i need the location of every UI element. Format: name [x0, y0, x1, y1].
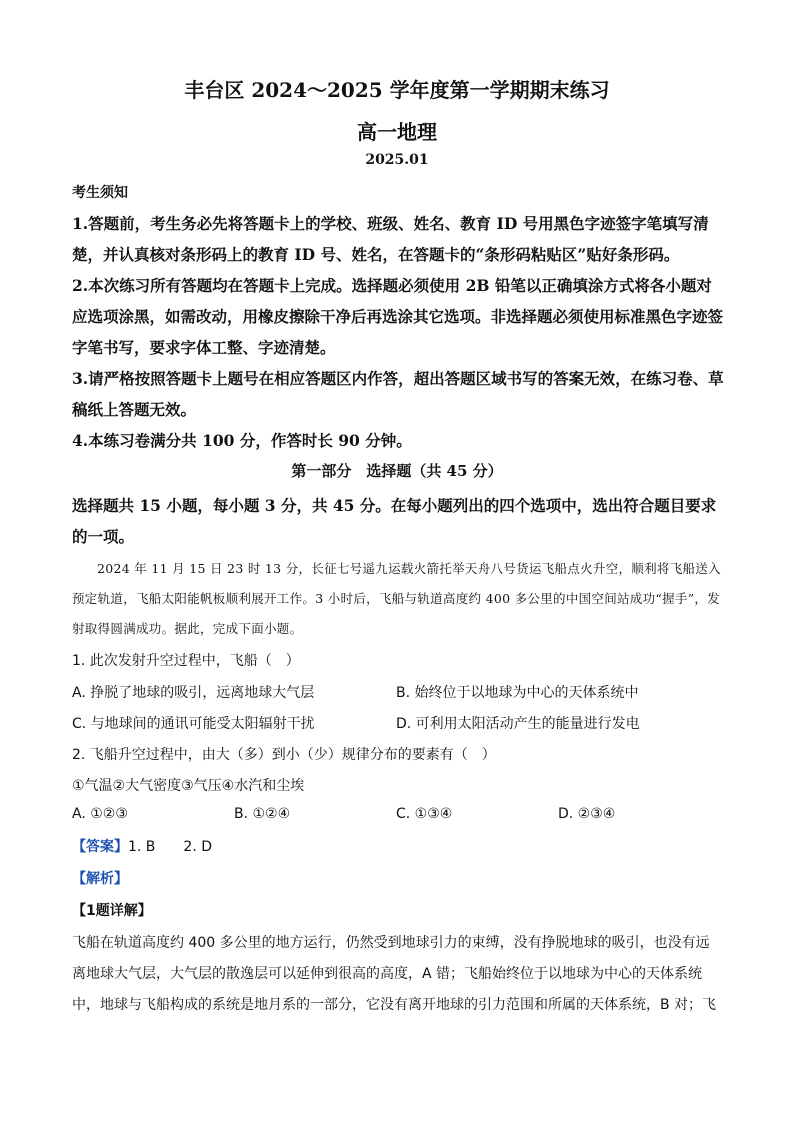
question-2-option-d: D. ②③④ [558, 806, 616, 822]
question-1-option-b: B. 始终位于以地球为中心的天体系统中 [396, 685, 639, 701]
exam-title: 丰台区 2024～2025 学年度第一学期期末练习 [184, 78, 610, 102]
reading-passage [72, 554, 726, 644]
question-2-option-b: B. ①②④ [234, 806, 291, 822]
passage-text: 2024 年 11 月 15 日 23 时 13 分，长征七号遥九运载火箭托举天舟八号货运飞船点火升空，顺利将飞船送入预定轨道，飞船太阳能帆板顺利展开工作。3 小时后，飞船与轨道高度约 400 多公里的中国空间站成功“握手”，发射取得圆满成功。据此，完成下面小题。 [72, 561, 721, 636]
notice-item: 4.本练习卷满分共 100 分，作答时长 90 分钟。 [72, 431, 412, 450]
answer-text: 1. B 2. D [128, 839, 212, 855]
answer-line [72, 836, 212, 856]
question-2-option-c: C. ①③④ [396, 806, 453, 822]
question-1-option-c: C. 与地球间的通讯可能受太阳辐射干扰 [72, 716, 315, 732]
notice-list [72, 208, 726, 456]
section-intro: 选择题共 15 小题，每小题 3 分，共 45 分。在每小题列出的四个选项中，选出符合题目要求的一项。 [72, 496, 717, 546]
analysis-body [72, 928, 722, 1021]
question-1-stem: 1. 此次发射升空过程中，飞船（ ） [72, 653, 300, 669]
notice-item: 1.答题前，考生务必先将答题卡上的学校、班级、姓名、教育 ID 号用黑色字迹签字笔填写清楚，并认真核对条形码上的教育 ID 号、姓名，在答题卡的“条形码粘贴区”贴好条形码。 [72, 214, 709, 264]
analysis-detail-title: 【1题详解】 [72, 903, 152, 919]
analysis-tag: 【解析】 [72, 871, 128, 887]
section-title: 第一部分 选择题（共 45 分） [291, 462, 503, 480]
exam-subject: 高一地理 [357, 120, 437, 144]
question-2-stem: 2. 飞船升空过程中，由大（多）到小（少）规律分布的要素有（ ） [72, 747, 496, 763]
notice-heading: 考生须知 [72, 185, 128, 201]
notice-item: 3.请严格按照答题卡上题号在相应答题区内作答，超出答题区域书写的答案无效，在练习卷、草稿纸上答题无效。 [72, 369, 724, 419]
notice-item: 2.本次练习所有答题均在答题卡上完成。选择题必须使用 2B 铅笔以正确填涂方式将各小题对应选项涂黑，如需改动，用橡皮擦除干净后再选涂其它选项。非选择题必须使用标准黑色字迹签字笔书写，要求字体工整、字迹清楚。 [72, 276, 724, 357]
answer-tag: 【答案】 [72, 839, 128, 855]
exam-date: 2025.01 [365, 152, 429, 168]
question-1-option-a: A. 挣脱了地球的吸引，远离地球大气层 [72, 685, 315, 701]
question-1-option-d: D. 可利用太阳活动产生的能量进行发电 [396, 716, 640, 732]
analysis-text: 飞船在轨道高度约 400 多公里的地方运行，仍然受到地球引力的束缚，没有挣脱地球的吸引，也没有远离地球大气层，大气层的散逸层可以延伸到很高的高度，A 错；飞船始终位于以地球为中心的天体系统中，地球与飞船构成的系统是地月系的一部分，它没有离开地球的引力范围和所属的天体系统，B 对；飞 [72, 935, 717, 1013]
question-2-option-a: A. ①②③ [72, 806, 128, 822]
question-2-elements: ①气温②大气密度③气压④水汽和尘埃 [72, 778, 305, 794]
